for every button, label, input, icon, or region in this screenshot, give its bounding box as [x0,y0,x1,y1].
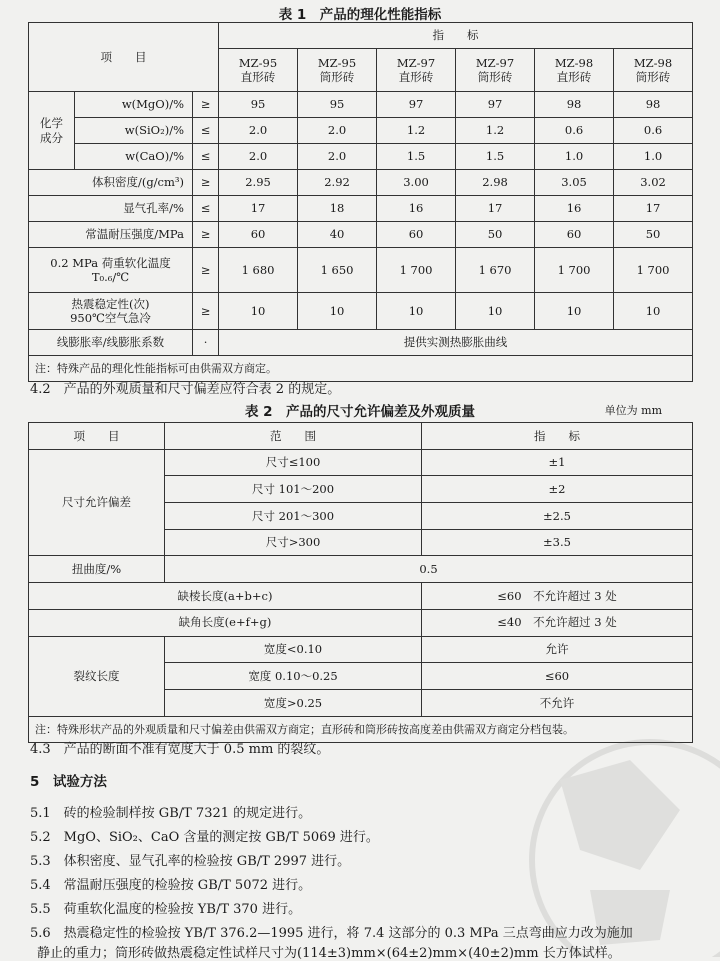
cell: 2.98 [456,170,535,196]
cell: 0.6 [535,118,614,144]
cell: 1.5 [377,144,456,170]
table-row [29,636,693,663]
row-label: w(MgO)/% [75,92,193,118]
corner-value: ≤40 不允许超过 3 处 [422,609,693,636]
value-cell: ±3.5 [422,529,693,556]
range-cell: 宽度 0.10～0.25 [165,663,422,690]
table1-caption: 表 1 产品的理化性能指标 [278,7,442,23]
value-cell: ±1 [422,449,693,476]
table-row [29,196,693,222]
cell: 97 [377,92,456,118]
cell: 95 [298,92,377,118]
cell: 10 [614,293,693,330]
row-op: ≤ [193,118,219,144]
range-cell: 尺寸 201～300 [165,503,422,530]
table2-caption: 表 2 产品的尺寸允许偏差及外观质量 [244,404,476,420]
clause-5-5: 5.5 荷重软化温度的检验按 YB/T 370 进行。 [30,902,302,917]
table-row [29,144,693,170]
cell: 3.02 [614,170,693,196]
cell: 98 [614,92,693,118]
table-row [29,556,693,583]
value-cell: 允许 [422,636,693,663]
table-row [29,330,693,356]
cell: 1.2 [456,118,535,144]
clause-5-6-line1: 5.6 热震稳定性的检验按 YB/T 376.2—1995 进行，将 7.4 这部分的 0.3 MPa 三点弯曲应力改为施加 [30,926,633,941]
value-cell: ±2.5 [422,503,693,530]
cell: 2.0 [219,118,298,144]
table1-header-item: 项 目 [29,23,219,92]
cell: 1 670 [456,248,535,293]
row-label: 常温耐压强度/MPa [29,222,193,248]
table1-col: MZ-97 筒形砖 [456,49,535,92]
edge-value: ≤60 不允许超过 3 处 [422,583,693,610]
table-row [29,293,693,330]
row-op: · [193,330,219,356]
cell: 40 [298,222,377,248]
cell: 16 [377,196,456,222]
cell: 2.92 [298,170,377,196]
table1 [28,22,693,382]
value-cell: ≤60 [422,663,693,690]
crack-label: 裂纹长度 [29,636,165,716]
cell: 95 [219,92,298,118]
table-row [29,92,693,118]
cell: 10 [298,293,377,330]
twist-label: 扭曲度/% [29,556,165,583]
cell: 16 [535,196,614,222]
clause-5-2: 5.2 MgO、SiO₂、CaO 含量的测定按 GB/T 5069 进行。 [30,830,379,845]
cell: 1 700 [535,248,614,293]
cell: 1.0 [535,144,614,170]
cell: 60 [377,222,456,248]
cell: 60 [219,222,298,248]
table-row [29,449,693,476]
twist-value: 0.5 [165,556,693,583]
clause-5-6-line2-wrap [30,942,621,961]
table2 [28,422,693,743]
row-op: ≤ [193,196,219,222]
cell: 17 [456,196,535,222]
cell: 1 650 [298,248,377,293]
row-op: ≥ [193,293,219,330]
value-cell: ±2 [422,476,693,503]
table1-col: MZ-95 筒形砖 [298,49,377,92]
table1-col: MZ-95 直形砖 [219,49,298,92]
cell: 1 680 [219,248,298,293]
clause-4-3: 4.3 产品的断面不准有宽度大于 0.5 mm 的裂纹。 [30,742,330,757]
table-row [29,118,693,144]
table2-header-index: 指 标 [422,423,693,450]
cell: 60 [535,222,614,248]
cell: 17 [614,196,693,222]
value-cell: 不允许 [422,689,693,716]
cell: 50 [456,222,535,248]
cell: 3.05 [535,170,614,196]
cell: 10 [456,293,535,330]
cell: 2.0 [298,144,377,170]
row-label: 显气孔率/% [29,196,193,222]
row-op: ≥ [193,222,219,248]
clause-5-1: 5.1 砖的检验制样按 GB/T 7321 的规定进行。 [30,806,312,821]
table1-col: MZ-98 直形砖 [535,49,614,92]
cell: 98 [535,92,614,118]
row-op: ≥ [193,92,219,118]
range-cell: 尺寸≤100 [165,449,422,476]
cell: 1.2 [377,118,456,144]
clause-5-4: 5.4 常温耐压强度的检验按 GB/T 5072 进行。 [30,878,312,893]
table-row [29,583,693,610]
section-5-heading: 5 试验方法 [30,774,107,790]
row-op: ≤ [193,144,219,170]
clause-5-6-line2: 静止的重力；筒形砖做热震稳定性试样尺寸为(114±3)mm×(64±2)mm×(40±2)mm 长方体试样。 [37,946,621,961]
cell: 10 [535,293,614,330]
cell: 18 [298,196,377,222]
chem-label: 化学 成分 [29,92,75,170]
expansion-value: 提供实测热膨胀曲线 [219,330,693,356]
table1-header-index: 指 标 [219,23,693,49]
table-row [29,170,693,196]
cell: 2.0 [298,118,377,144]
table2-unit: 单位为 mm [604,404,662,417]
clause-4-2: 4.2 产品的外观质量和尺寸偏差应符合表 2 的规定。 [30,382,341,397]
deviation-label: 尺寸允许偏差 [29,449,165,556]
cell: 2.95 [219,170,298,196]
cell: 1.0 [614,144,693,170]
cell: 1 700 [614,248,693,293]
cell: 97 [456,92,535,118]
cell: 17 [219,196,298,222]
table2-header-range: 范 围 [165,423,422,450]
table2-header-item: 项 目 [29,423,165,450]
cell: 10 [377,293,456,330]
clause-5-3: 5.3 体积密度、显气孔率的检验按 GB/T 2997 进行。 [30,854,351,869]
row-label: 体积密度/(g/cm³) [29,170,193,196]
table-row [29,248,693,293]
table1-col: MZ-98 筒形砖 [614,49,693,92]
cell: 0.6 [614,118,693,144]
range-cell: 宽度<0.10 [165,636,422,663]
row-label: w(SiO₂)/% [75,118,193,144]
cell: 1.5 [456,144,535,170]
cell: 10 [219,293,298,330]
row-label: w(CaO)/% [75,144,193,170]
table1-col: MZ-97 直形砖 [377,49,456,92]
expansion-label: 线膨胀率/线膨胀系数 [29,330,193,356]
cell: 1 700 [377,248,456,293]
corner-label: 缺角长度(e+f+g) [29,609,422,636]
range-cell: 宽度>0.25 [165,689,422,716]
edge-label: 缺棱长度(a+b+c) [29,583,422,610]
cell: 50 [614,222,693,248]
range-cell: 尺寸>300 [165,529,422,556]
cell: 3.00 [377,170,456,196]
row-label: 热震稳定性(次) 950℃空气急冷 [29,293,193,330]
table2-note: 注：特殊形状产品的外观质量和尺寸偏差由供需双方商定；直形砖和筒形砖按高度差由供需双方商定分档包装。 [29,716,693,743]
table1-note: 注：特殊产品的理化性能指标可由供需双方商定。 [29,356,693,382]
row-op: ≥ [193,248,219,293]
cell: 2.0 [219,144,298,170]
table-row [29,222,693,248]
table-row [29,609,693,636]
range-cell: 尺寸 101～200 [165,476,422,503]
row-label: 0.2 MPa 荷重软化温度 T₀.₆/℃ [29,248,193,293]
row-op: ≥ [193,170,219,196]
